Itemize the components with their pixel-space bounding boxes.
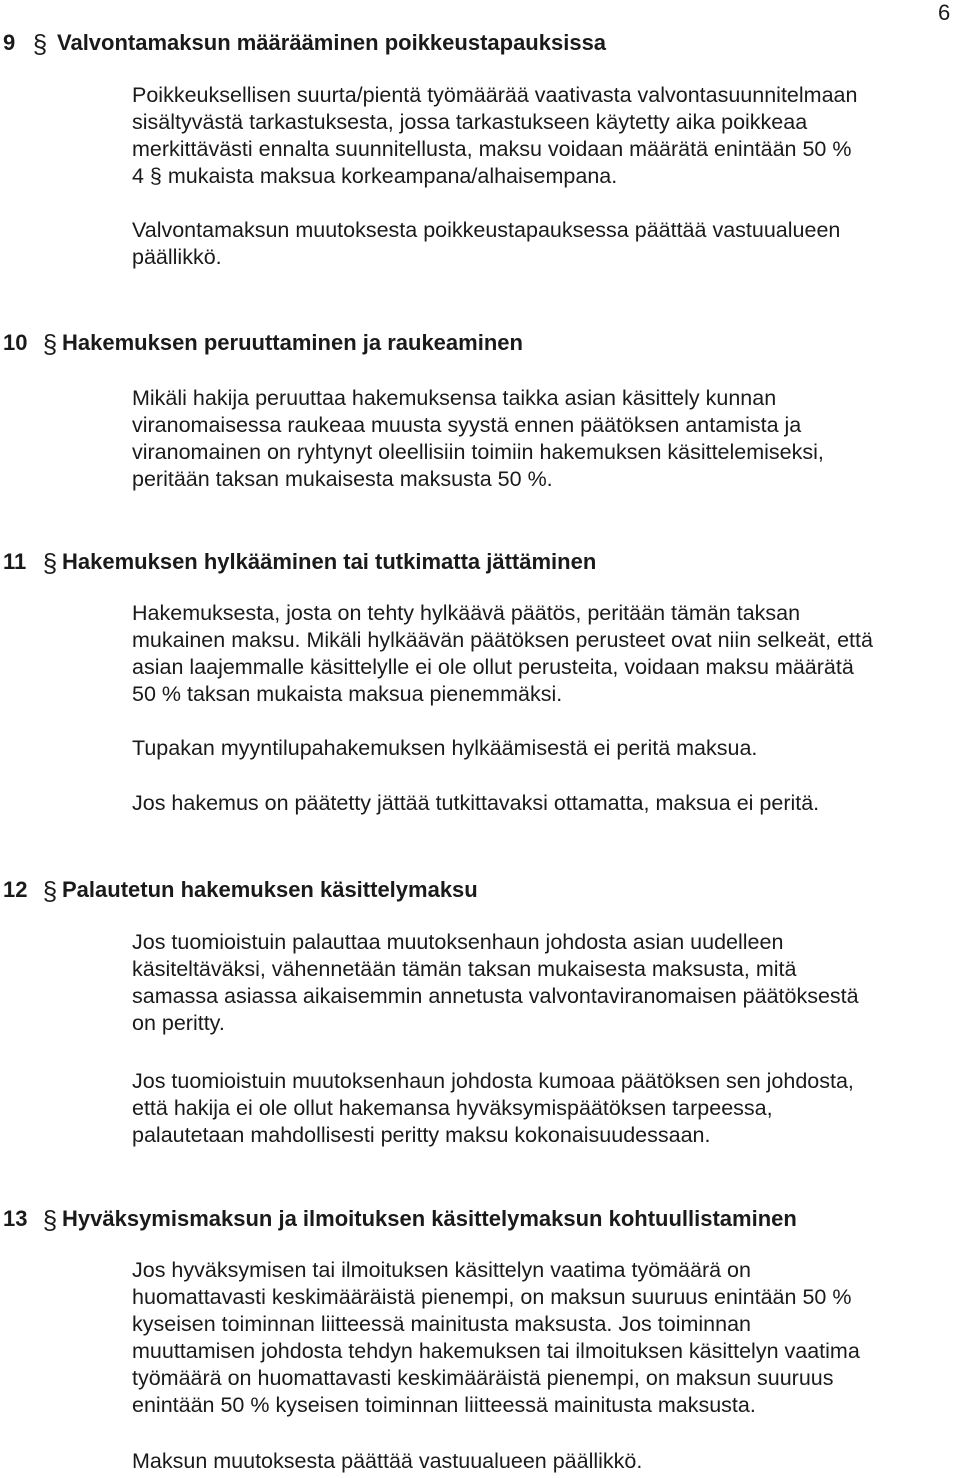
text-line: työmäärä on huomattavasti keskimääräistä pienempi, on maksun suuruus xyxy=(132,1366,834,1390)
section-number: 9 xyxy=(3,30,16,55)
text-line: että hakija ei ole ollut hakemansa hyväksymispäätöksen tarpeessa, xyxy=(132,1096,773,1120)
paragraph xyxy=(132,217,947,271)
text-line: asian laajemmalle käsittelylle ei ole ollut perusteita, voidaan maksu määrätä xyxy=(132,655,854,679)
paragraph xyxy=(132,82,947,190)
section-title: Valvontamaksun määrääminen poikkeustapauksissa xyxy=(57,30,607,55)
section-number: 10 xyxy=(3,330,28,355)
text-line: huomattavasti keskimääräistä pienempi, on maksun suuruus enintään 50 % xyxy=(132,1285,852,1309)
text-line: Poikkeuksellisen suurta/pientä työmäärää vaativasta valvontasuunnitelmaan xyxy=(132,83,858,107)
text-line: muuttamisen johdosta tehdyn hakemuksen tai ilmoituksen käsittelyn vaatima xyxy=(132,1339,860,1363)
text-line: käsiteltäväksi, vähennetään tämän taksan mukaisesta maksusta, mitä xyxy=(132,957,797,981)
section-symbol: § xyxy=(42,548,58,578)
text-line: Jos hyväksymisen tai ilmoituksen käsittelyn vaatima työmäärä on xyxy=(132,1258,751,1282)
text-line: sisältyvästä tarkastuksesta, jossa tarkastukseen käytetty aika poikkeaa xyxy=(132,110,808,134)
section-heading-10 xyxy=(3,328,523,359)
section-symbol: § xyxy=(42,876,58,906)
section-title: Hakemuksen hylkääminen tai tutkimatta jättäminen xyxy=(62,549,597,574)
text-line: 4 § mukaista maksua korkeampana/alhaisempana. xyxy=(132,164,618,188)
paragraph xyxy=(132,735,947,762)
text-line: merkittävästi ennalta suunnitellusta, maksu voidaan määrätä enintään 50 % xyxy=(132,137,852,161)
section-title: Hyväksymismaksun ja ilmoituksen käsittelymaksun kohtuullistaminen xyxy=(62,1206,797,1231)
text-line: Jos tuomioistuin muutoksenhaun johdosta kumoaa päätöksen sen johdosta, xyxy=(132,1069,854,1093)
text-line: Hakemuksesta, josta on tehty hylkäävä päätös, peritään tämän taksan xyxy=(132,601,801,625)
text-line: Valvontamaksun muutoksesta poikkeustapauksessa päättää vastuualueen xyxy=(132,218,841,242)
paragraph xyxy=(132,1257,947,1419)
text-line: Jos tuomioistuin palauttaa muutoksenhaun johdosta asian uudelleen xyxy=(132,930,784,954)
text-line: enintään 50 % kyseisen toiminnan liitteessä mainitusta maksusta. xyxy=(132,1393,756,1417)
text-line: päällikkö. xyxy=(132,245,222,269)
text-line: Maksun muutoksesta päättää vastuualueen päällikkö. xyxy=(132,1449,643,1473)
text-line: samassa asiassa aikaisemmin annetusta valvontaviranomaisen päätöksestä xyxy=(132,984,859,1008)
section-title: Hakemuksen peruuttaminen ja raukeaminen xyxy=(62,330,523,355)
paragraph xyxy=(132,600,947,708)
paragraph xyxy=(132,1448,947,1475)
section-symbol: § xyxy=(42,329,58,359)
text-line: on peritty. xyxy=(132,1011,225,1035)
paragraph xyxy=(132,929,947,1037)
section-number: 13 xyxy=(3,1206,28,1231)
section-heading-13 xyxy=(3,1204,797,1235)
section-heading-12 xyxy=(3,875,478,906)
paragraph xyxy=(132,1068,947,1149)
text-line: viranomaisessa raukeaa muusta syystä ennen päätöksen antamista ja xyxy=(132,413,802,437)
text-line: Mikäli hakija peruuttaa hakemuksensa taikka asian käsittely kunnan xyxy=(132,386,777,410)
section-number: 11 xyxy=(3,549,27,574)
section-heading-11 xyxy=(3,547,597,578)
section-symbol: § xyxy=(42,1205,58,1235)
text-line: Tupakan myyntilupahakemuksen hylkäämisestä ei peritä maksua. xyxy=(132,736,758,760)
text-line: kyseisen toiminnan liitteessä mainitusta maksusta. Jos toiminnan xyxy=(132,1312,752,1336)
paragraph xyxy=(132,790,947,817)
section-symbol: § xyxy=(32,29,48,59)
text-line: palautetaan mahdollisesti peritty maksu kokonaisuudessaan. xyxy=(132,1123,711,1147)
text-line: 50 % taksan mukaista maksua pienemmäksi. xyxy=(132,682,563,706)
section-number: 12 xyxy=(3,877,28,902)
page-number: 6 xyxy=(938,0,951,25)
text-line: peritään taksan mukaisesta maksusta 50 %. xyxy=(132,467,553,491)
section-title: Palautetun hakemuksen käsittelymaksu xyxy=(62,877,478,902)
text-line: mukainen maksu. Mikäli hylkäävän päätöksen perusteet ovat niin selkeät, että xyxy=(132,628,873,652)
text-line: viranomainen on ryhtynyt oleellisiin toimiin hakemuksen käsittelemiseksi, xyxy=(132,440,824,464)
text-line: Jos hakemus on päätetty jättää tutkittavaksi ottamatta, maksua ei peritä. xyxy=(132,791,820,815)
paragraph xyxy=(132,385,947,493)
section-heading-9 xyxy=(3,28,607,59)
